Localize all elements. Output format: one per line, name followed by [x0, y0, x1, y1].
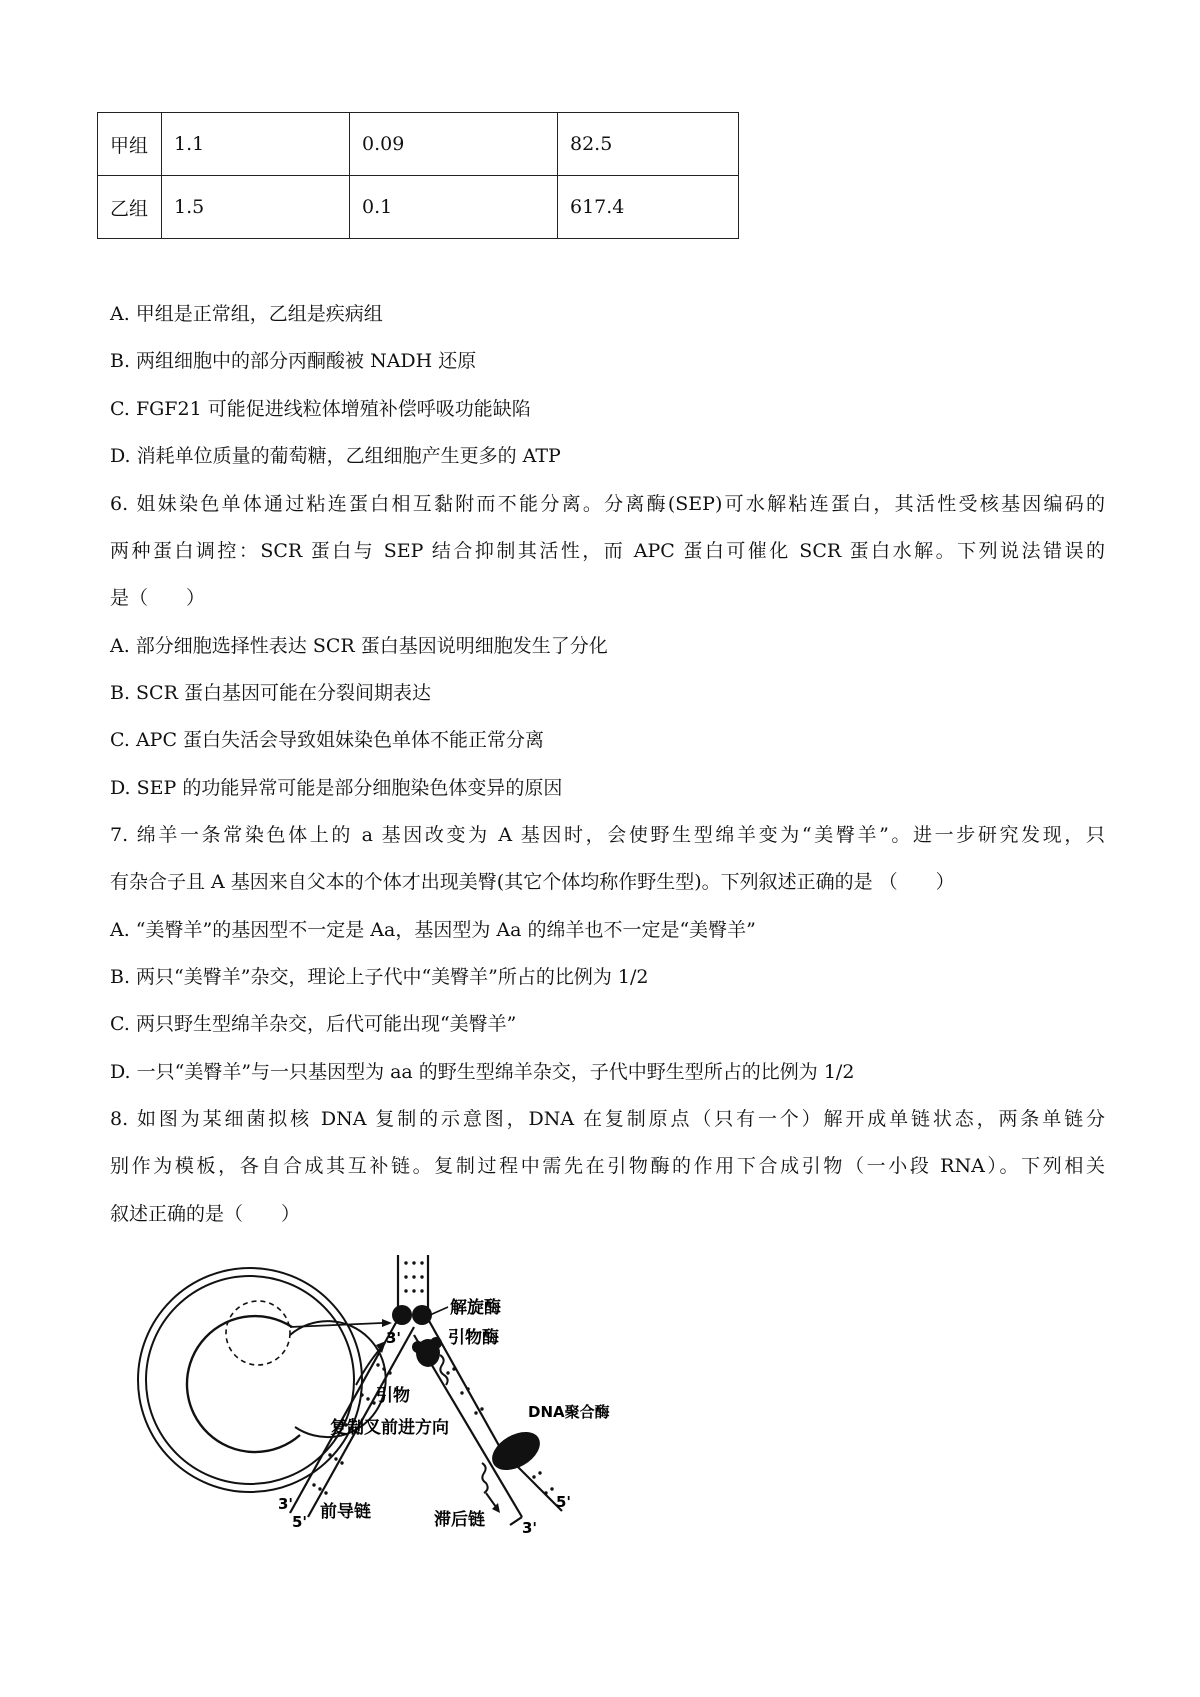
data-table [97, 112, 739, 239]
table-row [98, 176, 739, 239]
q5-option-c: C. FGF21 可能促进线粒体增殖补偿呼吸功能缺陷 [110, 398, 531, 420]
q5-option-d: D. 消耗单位质量的葡萄糖，乙组细胞产生更多的 ATP [110, 445, 561, 467]
pointer-arrow-icon [382, 1319, 392, 1327]
table-cell: 乙组 [98, 176, 162, 239]
label-lagging-strand: 滞后链 [434, 1510, 485, 1530]
q7-option-d: D. 一只“美臀羊”与一只基因型为 aa 的野生型绵羊杂交，子代中野生型所占的比例为 1/2 [110, 1061, 855, 1083]
q7-option-c: C. 两只野生型绵羊杂交，后代可能出现“美臀羊” [110, 1013, 517, 1035]
table-cell: 甲组 [98, 113, 162, 176]
q6-stem-line: 是（ ） [110, 587, 206, 609]
label-3-prime-top: 3' [386, 1329, 402, 1347]
q6-option-a: A. 部分细胞选择性表达 SCR 蛋白基因说明细胞发生了分化 [110, 635, 608, 657]
label-3-prime-right: 3' [522, 1519, 538, 1535]
table-row [98, 113, 739, 176]
label-fork-direction: 复制叉前进方向 [330, 1418, 449, 1438]
label-primer: 引物 [376, 1386, 410, 1406]
label-primase: 引物酶 [448, 1328, 499, 1348]
q8-stem-line: 别作为模板，各自合成其互补链。复制过程中需先在引物酶的作用下合成引物（一小段 RNA）。下列相关 [110, 1155, 1105, 1177]
primase-shape [412, 1337, 442, 1367]
table-cell: 1.1 [162, 113, 350, 176]
label-5-prime-right: 5' [556, 1493, 572, 1511]
q7-stem-line: 7. 绵羊一条常染色体上的 a 基因改变为 A 基因时，会使野生型绵羊变为“美臀羊”。进一步研究发现，只 [110, 824, 1105, 846]
circular-dna [138, 1268, 392, 1492]
dna-replication-diagram [130, 1255, 650, 1535]
label-5-prime-left: 5' [292, 1513, 308, 1531]
helicase-shape [392, 1305, 432, 1325]
q8-stem-line: 叙述正确的是（ ） [110, 1203, 301, 1225]
q7-stem-line: 有杂合子且 A 基因来自父本的个体才出现美臀(其它个体均称作野生型)。下列叙述正确的是 （ ） [110, 871, 955, 893]
q7-option-b: B. 两只“美臀羊”杂交，理论上子代中“美臀羊”所占的比例为 1/2 [110, 966, 649, 988]
replication-fork [290, 1255, 562, 1525]
table-cell: 0.09 [350, 113, 558, 176]
origin-highlight-circle [226, 1301, 290, 1365]
q5-option-b: B. 两组细胞中的部分丙酮酸被 NADH 还原 [110, 350, 477, 372]
helicase-leader-line [430, 1307, 448, 1315]
q7-option-a: A. “美臀羊”的基因型不一定是 Aa，基因型为 Aa 的绵羊也不一定是“美臀羊” [110, 919, 756, 941]
q6-option-d: D. SEP 的功能异常可能是部分细胞染色体变异的原因 [110, 777, 563, 799]
label-3-prime-left: 3' [278, 1495, 294, 1513]
q6-option-c: C. APC 蛋白失活会导致姐妹染色单体不能正常分离 [110, 729, 545, 751]
label-dna-polymerase: DNA聚合酶 [528, 1403, 610, 1421]
q6-stem-line: 两种蛋白调控：SCR 蛋白与 SEP 结合抑制其活性，而 APC 蛋白可催化 SCR 蛋白水解。下列说法错误的 [110, 540, 1105, 562]
q5-option-a: A. 甲组是正常组，乙组是疾病组 [110, 303, 383, 325]
table-cell: 1.5 [162, 176, 350, 239]
q8-stem-line: 8. 如图为某细菌拟核 DNA 复制的示意图，DNA 在复制原点（只有一个）解开成单链状态，两条单链分 [110, 1108, 1105, 1130]
q6-stem-line: 6. 姐妹染色单体通过粘连蛋白相互黏附而不能分离。分离酶(SEP)可水解粘连蛋白，其活性受核基因编码的 [110, 493, 1105, 515]
table-cell: 0.1 [350, 176, 558, 239]
label-helicase: 解旋酶 [450, 1298, 501, 1318]
table-cell: 617.4 [558, 176, 739, 239]
q6-option-b: B. SCR 蛋白基因可能在分裂间期表达 [110, 682, 431, 704]
label-leading-strand: 前导链 [320, 1502, 371, 1522]
table-cell: 82.5 [558, 113, 739, 176]
